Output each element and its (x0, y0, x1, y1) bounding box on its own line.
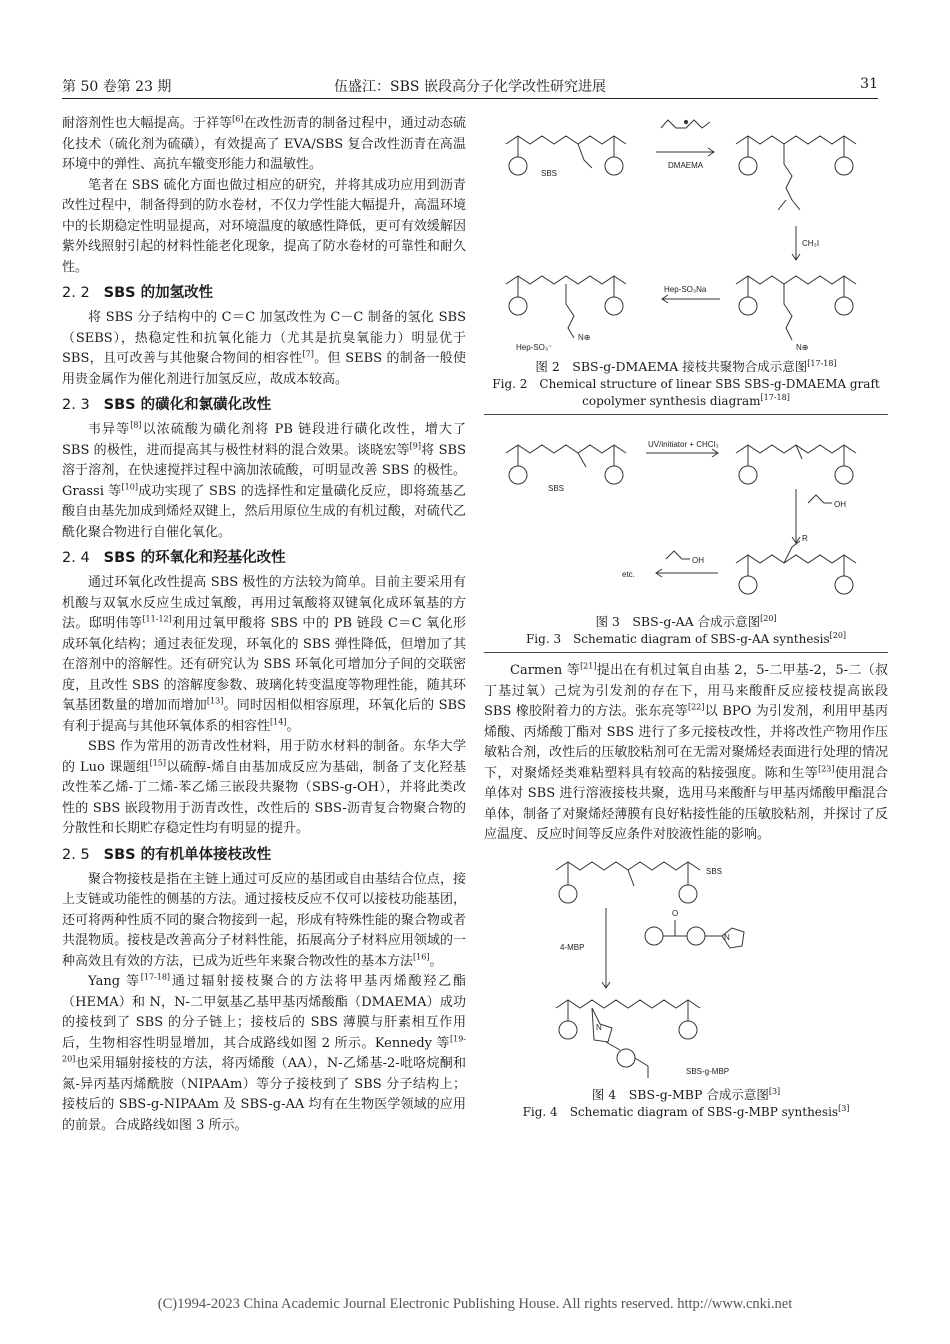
figure-4-caption-cn: 图 4 SBS-g-MBP 合成示意图[3] (591, 1086, 781, 1102)
fig2-label-hep: Hep-SO₃Na (664, 285, 707, 294)
citation[interactable]: [11-12] (142, 614, 172, 624)
citation[interactable]: [14] (270, 717, 287, 727)
fig2-label-reagent: DMAEMA (668, 161, 704, 170)
paragraph: Yang 等[17-18]通过辐射接枝聚合的方法将甲基丙烯酸羟乙酯（HEMA）和 N，N-二甲氨基乙基甲基丙烯酸酯（DMAEMA）成功的接枝到了 SBS 的分子链上；接枝后的 SBS 薄膜与肝素相互作用后，生物相容性明显增加，其合成路线如图 2 所示。Kennedy 等[19-20]也采用辐射接枝的方法，将丙烯酸（AA），N-乙烯基-2-吡咯烷酮和氮-异丙基丙烯酰胺（NIPAAm）等分子接枝到了 SBS 分子结构上；接枝后的 SBS-g-NIPAAm 及 SBS-g-AA 均有在生物医学领域的应用的前景。合成路线如图 3 所示。 (62, 972, 466, 1133)
sbs-backbone (506, 136, 626, 144)
fig4-label-o: O (672, 908, 679, 918)
left-column (62, 114, 466, 1136)
fig4-label-reagent: 4-MBP (560, 942, 585, 952)
fig4-label-n: N (724, 932, 730, 942)
section-heading-2-3: 2. 3 SBS 的磺化和氯磺化改性 (62, 397, 272, 413)
fig3-label-oh: OH (692, 556, 704, 565)
fig4-label-n: N (596, 1022, 602, 1032)
fig4-label-sbs: SBS (706, 866, 723, 876)
fig4-label-product: SBS-g-MBP (686, 1066, 730, 1076)
citation[interactable]: [23] (818, 764, 835, 774)
paragraph: 韦异等[8]以浓硫酸为磺化剂将 PB 链段进行磺化改性，增大了 SBS 的极性，进而提高其与极性材料的混合效果。谈晓宏等[9]将 SBS 溶于溶剂，在快速搅拌过程中滴加浓硫酸，可明显改善 SBS 的极性。Grassi 等[10]成功实现了 SBS 的选择性和定量磺化反应，即将巯基乙酸自由基先加成到烯烃双键上，然后用原位生成的有机过酸，对硫代乙酰化聚合物进行自催化氧化。 (62, 420, 467, 540)
citation[interactable]: [6] (232, 114, 244, 124)
figure-3 (484, 423, 888, 648)
fig2-label-sbs: SBS (541, 169, 558, 178)
paragraph: 聚合物接枝是指在主链上通过可反应的基团或自由基结合位点，接上支链或功能性的侧基的方法。通过接枝反应不仅可以接枝功能基团，还可将两种性质不同的聚合物接到一起，形成有特殊性能的聚合物或者共混物质。接枝是改善高分子材料性能，拓展高分子材料应用领域的一种高效且有效的方法，已成为近些年来聚合物改性的基本方法[16]。 (62, 871, 466, 969)
fig4-reaction-scheme (536, 852, 836, 1084)
paragraph: 将 SBS 分子结构中的 C＝C 加氢改性为 C－C 制备的氢化 SBS（SEBS），热稳定性和抗氧化能力（尤其是抗臭氧能力）明显优于 SBS，且可改善与其他聚合物间的相容性[7]。但 SEBS 的制备一般使用贵金属作为催化剂进行加氢反应，故成本较高。 (62, 310, 466, 387)
citation[interactable]: [19-20] (62, 1034, 466, 1064)
figure-3-caption-en: Fig. 3 Schematic diagram of SBS-g-AA synthesis[20] (525, 631, 847, 646)
paragraph: 笔者在 SBS 硫化方面也做过相应的研究，并将其成功应用到沥青改性过程中，制备得到的防水卷材，不仅力学性能大幅提升，高温环境中的长期稳定性明显提高，对环境温度的敏感性降低，更可有效缓解因紫外线照射引起的材料性能老化现象，提高了防水卷材的可靠性和耐久性。 (62, 177, 466, 275)
fig3-reaction-scheme (496, 423, 876, 611)
phenyl-ring (605, 157, 623, 175)
right-column (484, 114, 888, 1121)
figure-2 (484, 114, 888, 410)
section-heading-2-2: 2. 2 SBS 的加氢改性 (62, 285, 214, 301)
figure-4-caption-en: Fig. 4 Schematic diagram of SBS-g-MBP synthesis[3] (522, 1103, 850, 1119)
figure-2-caption-en: Fig. 2 Chemical structure of linear SBS SBS-g-DMAEMA graft copolymer synthesis diagram[17-18] (492, 377, 880, 408)
fig2-label-n-plus: N⊕ (578, 333, 591, 342)
citation[interactable]: [10] (121, 482, 138, 492)
citation[interactable]: [15] (149, 758, 167, 768)
fig2-label-n-plus: N⊕ (796, 343, 809, 352)
paragraph: SBS 作为常用的沥青改性材料，用于防水材料的制备。东华大学的 Luo 课题组[15]以硫醇-烯自由基加成反应为基础，制备了支化羟基改性苯乙烯-丁二烯-苯乙烯三嵌段共聚物（SBS-g-OH），并将此类改性的 SBS 嵌段物用于沥青改性，改性后的 SBS-沥青复合物聚合物的分散性和长期贮存稳定性均有明显的提升。 (62, 739, 466, 836)
figure-4 (484, 852, 888, 1121)
running-header (62, 76, 878, 98)
paragraph: 通过环氧化改性提高 SBS 极性的方法较为简单。目前主要采用有机酸与双氧水反应生成过氧酸，再用过氧酸将双键氧化成环氧基的方法。邸明伟等[11-12]利用过氧甲酸将 SBS 中的 PB 链段 C＝C 氧化形成环氧化结构；通过表征发现，环氧化的 SBS 弹性降低，但增加了其在溶剂中的溶解性。还有研究认为 SBS 环氧化可增加分子间的交联密度，且改性 SBS 的溶解度参数、玻璃化转变温度等物理性能，随其环氧基团数量的增加而增加[13]。同时因相似相容原理，环氧化后的 SBS 有利于提高与其他环氧体系的相容性[14]。 (62, 575, 466, 734)
fig3-label-etc: etc. (622, 570, 635, 579)
fig2-reaction-scheme (496, 114, 876, 356)
citation[interactable]: [17-18] (140, 972, 171, 982)
section-heading-2-5: 2. 5 SBS 的有机单体接枝改性 (62, 846, 272, 863)
phenyl-ring (509, 157, 527, 175)
figure-separator (484, 414, 888, 415)
header-rule (62, 98, 878, 99)
fig2-label-hep-ion: Hep-SO₃⁻ (516, 343, 553, 352)
paragraph: 耐溶剂性也大幅提高。于祥等[6]在改性沥青的制备过程中，通过动态硫化技术（硫化剂为硫磺），有效提高了 EVA/SBS 复合改性沥青在高温环境中的弹性、高抗车辙变形能力和温敏性。 (62, 114, 466, 172)
citation[interactable]: [22] (688, 702, 705, 712)
figure-3-caption-cn: 图 3 SBS-g-AA 合成示意图[20] (595, 613, 777, 629)
copyright-footer: (C)1994-2023 China Academic Journal Electronic Publishing House. All rights reserved. http://www.cnki.net (157, 1296, 793, 1312)
figure-separator (484, 652, 888, 653)
fig2-label-quat: CH₃I (802, 239, 820, 248)
citation[interactable]: [13] (206, 696, 224, 706)
fig3-label-r: R (802, 534, 808, 543)
citation[interactable]: [7] (302, 349, 314, 359)
fig3-label-reagent: UV/initiator + CHCl₃ (648, 440, 719, 449)
paragraph: Carmen 等[21]提出在有机过氧自由基 2，5-二甲基-2，5-二（叔丁基过氧）己烷为引发剂的存在下，用马来酸酐反应接枝提高嵌段 SBS 橡胶附着力的方法。张东亮等[22]以 BPO 为引发剂，利用甲基丙烯酸、丙烯酸丁酯对 SBS 进行了多元接枝改性，并将改性产物用作压敏粘合剂，改性后的压敏胶粘剂可在无需对聚烯烃表面进行处理的情况下，对聚烯烃类难粘塑料具有较高的粘接强度。陈和生等[23]使用混合单体对 SBS 进行溶液接枝共聚，选用马来酸酐与甲基丙烯酸甲酯混合单体，制备了对聚烯烃薄膜有良好粘接性能的压敏胶粘剂，并探讨了反应温度、反应时间等反应条件对胶液性能的影响。 (484, 661, 888, 842)
citation[interactable]: [9] (409, 441, 421, 451)
citation[interactable]: [21] (580, 661, 597, 671)
citation[interactable]: [8] (130, 420, 142, 430)
section-heading-2-4: 2. 4 SBS 的环氧化和羟基化改性 (62, 550, 286, 566)
journal-volume: 第 50 卷第 23 期 (62, 79, 172, 95)
fig3-label-sbs: SBS (548, 484, 565, 493)
page-number: 31 (860, 76, 878, 92)
fig3-label-oh: OH (834, 500, 846, 509)
article-running-title: 伍盛江：SBS 嵌段高分子化学改性研究进展 (334, 79, 606, 95)
figure-2-caption-cn: 图 2 SBS-g-DMAEMA 接枝共聚物合成示意图[17-18] (535, 358, 837, 374)
citation[interactable]: [16] (413, 952, 430, 962)
